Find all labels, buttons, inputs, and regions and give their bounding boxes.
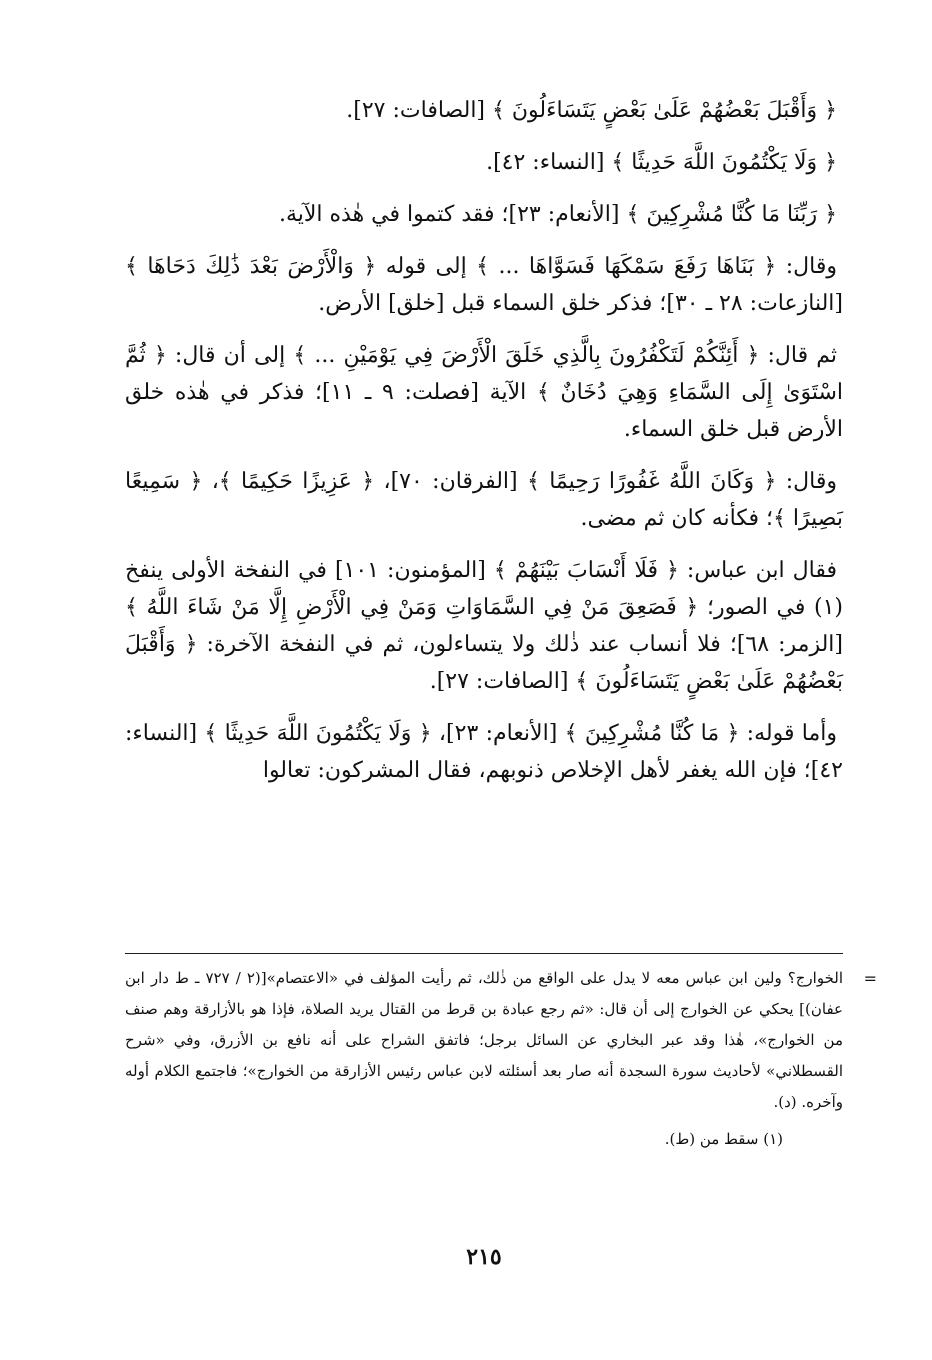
paragraph-2: ﴿ وَلَا يَكْتُمُونَ اللَّهَ حَدِيثًا ﴾ [النساء: ٤٢]. bbox=[486, 150, 837, 175]
footnote-1: (١) سقط من (ط). bbox=[664, 1130, 783, 1148]
paragraph-7: فقال ابن عباس: ﴿ فَلَا أَنْسَابَ بَيْنَهُمْ ﴾ [المؤمنون: ١٠١] في النفخة الأولى ينفخ (١) في الصور؛ ﴿ فَصَعِقَ مَنْ فِي السَّمَاوَاتِ وَمَنْ فِي الْأَرْضِ إِلَّا مَنْ شَاءَ اللَّهُ ﴾ [الزمر: ٦٨]؛ فلا أنساب عند ذٰلك ولا يتساءلون، ثم في النفخة الآخرة: ﴿ وَأَقْبَلَ بَعْضُهُمْ عَلَىٰ بَعْضٍ يَتَسَاءَلُونَ ﴾ [الصافات: ٢٧]. bbox=[125, 558, 843, 694]
footnote-divider bbox=[125, 953, 843, 954]
paragraph-1: ﴿ وَأَقْبَلَ بَعْضُهُمْ عَلَىٰ بَعْضٍ يَتَسَاءَلُونَ ﴾ [الصافات: ٢٧]. bbox=[346, 98, 837, 123]
paragraph-6: وقال: ﴿ وَكَانَ اللَّهُ غَفُورًا رَحِيمًا ﴾ [الفرقان: ٧٠]، ﴿ عَزِيزًا حَكِيمًا ﴾، ﴿ سَمِيعًا بَصِيرًا ﴾؛ فكأنه كان ثم مضى. bbox=[125, 469, 843, 531]
book-page bbox=[125, 92, 877, 1302]
paragraph-5: ثم قال: ﴿ أَئِنَّكُمْ لَتَكْفُرُونَ بِالَّذِي خَلَقَ الْأَرْضَ فِي يَوْمَيْنِ ... ﴾ إلى أن قال: ﴿ ثُمَّ اسْتَوَىٰ إِلَى السَّمَاءِ وَهِيَ دُخَانٌ ﴾ الآية [فصلت: ٩ ـ ١١]؛ فذكر في هٰذه خلق الأرض قبل خلق السماء. bbox=[125, 343, 843, 442]
paragraph-8: وأما قوله: ﴿ مَا كُنَّا مُشْرِكِينَ ﴾ [الأنعام: ٢٣]، ﴿ وَلَا يَكْتُمُونَ اللَّهَ حَدِيثًا ﴾ [النساء: ٤٢]؛ فإن الله يغفر لأهل الإخلاص ذنوبهم، فقال المشركون: تعالوا bbox=[125, 721, 843, 783]
page-number: ٢١٥ bbox=[466, 1244, 502, 1270]
paragraph-4: وقال: ﴿ بَنَاهَا رَفَعَ سَمْكَهَا فَسَوَّاهَا ... ﴾ إلى قوله ﴿ وَالْأَرْضَ بَعْدَ ذَٰلِكَ دَحَاهَا ﴾ [النازعات: ٢٨ ـ ٣٠]؛ فذكر خلق السماء قبل [خلق] الأرض. bbox=[125, 254, 843, 316]
main-text bbox=[125, 92, 843, 789]
footnote-continuation-mark: = bbox=[863, 969, 877, 988]
paragraph-3: ﴿ رَبِّنَا مَا كُنَّا مُشْرِكِينَ ﴾ [الأنعام: ٢٣]؛ فقد كتموا في هٰذه الآية. bbox=[278, 202, 837, 227]
footnote-continued: الخوارج؟ ولين ابن عباس معه لا يدل على الواقع من ذٰلك، ثم رأيت المؤلف في «الاعتصام»[(٢ / ٧٢٧ ـ ط دار ابن عفان)] يحكي عن الخوارج إلى أن قال: «ثم رجع عبادة بن قرط من القتال يريد الصلاة، فإذا هو بالأزارقة وهم صنف من الخوارج»، هٰذا وقد عبر البخاري عن السائل برجل؛ فاتفق الشراح على أنه نافع بن الأزرق، وفي «شرح القسطلاني» لأحاديث سورة السجدة أنه صار بعد أسئلته لابن عباس رئيس الأزارقة من الخوارج»؛ فاجتمع الكلام أوله وآخره. (د). bbox=[125, 969, 843, 1111]
footnotes bbox=[125, 963, 877, 1155]
